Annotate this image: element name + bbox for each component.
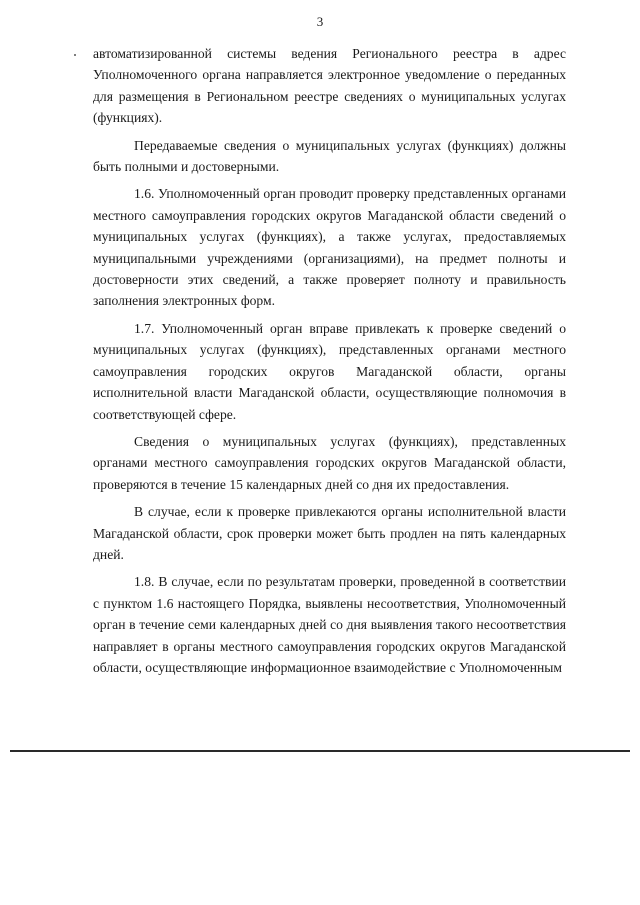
page-bottom-rule (10, 750, 630, 752)
paragraph-check-period: Сведения о муниципальных услугах (функциях), представленных органами местного самоуправления городских округов Магаданской области, проверяются в течение 15 календарных дней со дня их предоставления. (93, 433, 566, 492)
scan-speck (74, 54, 76, 56)
paragraph-continuation: автоматизированной системы ведения Регионального реестра в адрес Уполномоченного органа направляется электронное уведомление о переданных для размещения в Региональном реестре сведениях о муниципальных услугах (функциях). (93, 46, 566, 126)
document-body (93, 43, 566, 678)
page-number: 3 (316, 14, 324, 29)
paragraph-data-requirements: Передаваемые сведения о муниципальных услугах (функциях) должны быть полными и достоверными. (93, 137, 566, 175)
paragraph-1-6: 1.6. Уполномоченный орган проводит проверку представленных органами местного самоуправления городских округов Магаданской области сведений о муниципальных услугах (функциях), а также услугах, предоставляемых муниципальными учреждениями (организациями), на предмет полноты и достоверности этих сведений, а также проверяет полноту и правильность заполнения электронных форм. (93, 186, 566, 309)
paragraph-1-7: 1.7. Уполномоченный орган вправе привлекать к проверке сведений о муниципальных услугах (функциях), представленных органами местного самоуправления городских округов Магаданской области, органы исполнительной власти Магаданской области, осуществляющие полномочия в соответствующей сфере. (93, 320, 566, 422)
paragraph-1-8: 1.8. В случае, если по результатам проверки, проведенной в соответствии с пунктом 1.6 настоящего Порядка, выявлены несоответствия, Уполномоченный орган в течение семи календарных дней со дня выявления такого несоответствия направляет в органы местного самоуправления городских округов Магаданской области, осуществляющие информационное взаимодействие с Уполномоченным (93, 574, 566, 675)
paragraph-check-extension: В случае, если к проверке привлекаются органы исполнительной власти Магаданской области, срок проверки может быть продлен на пять календарных дней. (93, 504, 566, 562)
